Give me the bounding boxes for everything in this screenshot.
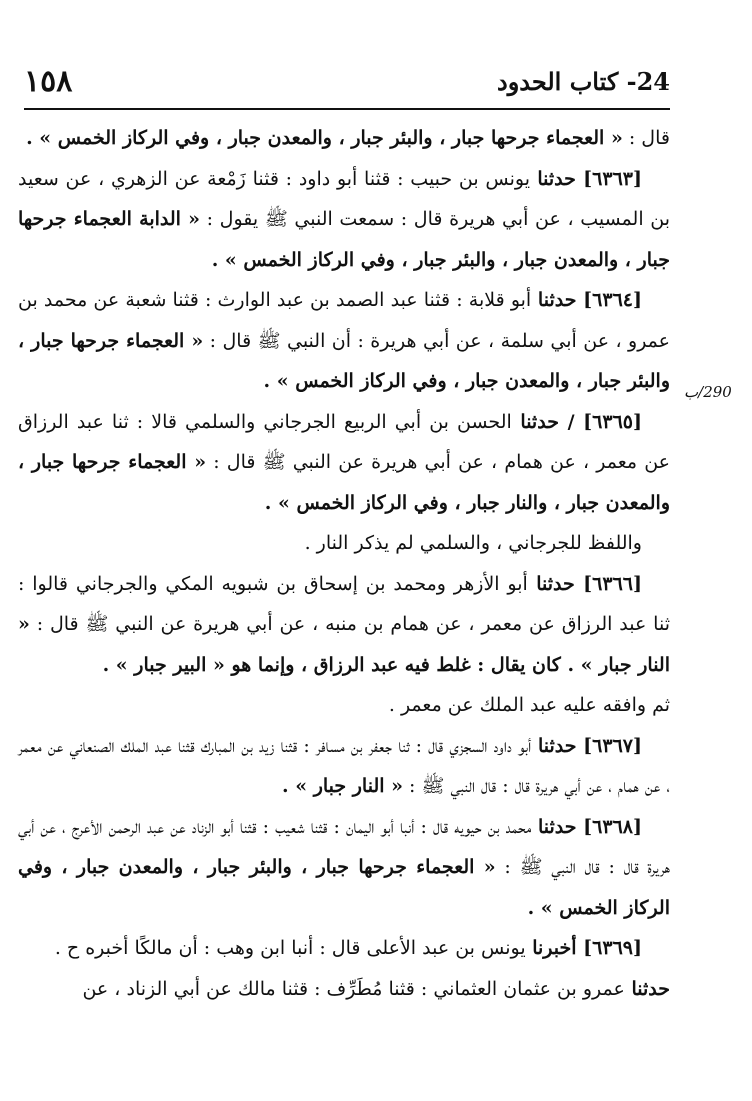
paragraph-text: قال : [622,127,670,149]
text-body [18,118,670,1009]
paragraph-text: ثم وافقه عليه عبد الملك عن معمر . [388,694,670,716]
isnad-continuation [18,969,670,1010]
transmission-word: حدثنا [531,289,584,311]
transmission-word: حدثنا [530,167,584,190]
isnad-text: الحسن بن أبي الربيع الجرجاني والسلمي قالا : ثنا عبد الرزاق عن معمر ، عن همام ، عن أبي هريرة عن النبي ﷺ قال : [18,410,671,473]
commentary-note [18,685,670,726]
isnad-text: يونس بن حبيب : قثنا أبو داود : قثنا زَمْعة عن الزهري ، عن سعيد بن المسيب ، عن أبي هريرة قال : سمعت النبي ﷺ يقول : [18,167,670,230]
isnad-text: أبو داود السجزي قال : ثنا جعفر بن مسافر : قثنا زيد بن المبارك قثنا عبد الملك الصنعاني عن معمر ، عن همام ، عن أبي هريرة قال : قال النبي ﷺ : [18,734,670,797]
hadith-6367 [18,726,670,807]
transmission-word: حدثنا [531,734,584,757]
hadith-6366 [18,564,670,686]
prophetic-quote: « النار جبار » [18,613,670,676]
transmission-word: حدثنا [527,572,584,595]
commentary-note [18,523,670,564]
transmission-word: أخبرنا [525,937,584,959]
isnad-text: عمرو بن عثمان العثماني : قثنا مُطَرِّف : قثنا مالك عن أبي الزناد ، عن [82,977,625,1000]
hadith-6363 [18,159,670,281]
transmission-word: حدثنا [531,815,584,838]
page-number: ١٥٨ [24,64,73,99]
hadith-number: [٦٣٦٤] [583,289,642,311]
hadith-number: [٦٣٦٦] [583,572,642,595]
hadith-6364 [18,280,670,402]
hadith-6369 [18,928,670,969]
hadith-6365 [18,402,670,524]
paragraph-intro [18,118,670,159]
commentary-text: . كان يقال : غلط فيه عبد الرزاق ، وإنما هو « البير جبار » . [102,653,575,676]
transmission-word: حدثنا [624,977,670,1000]
isnad-text: يونس بن عبد الأعلى قال : أنبا ابن وهب : أن مالكًا أخبره ح . [54,937,526,959]
chapter-title: 24- كتاب الحدود [497,67,670,96]
prophetic-quote: « العجماء جرحها جبار ، والبئر جبار ، والمعدن جبار ، وفي الركاز الخمس » . [18,856,670,919]
prophetic-quote: « العجماء جرحها جبار ، والبئر جبار ، والمعدن جبار ، وفي الركاز الخمس » . [18,329,670,392]
hadith-6368 [18,807,670,929]
page-header [24,62,670,106]
prophetic-quote: « الدابة العجماء جرحها جبار ، والمعدن جبار ، والبئر جبار ، وفي الركاز الخمس » . [18,208,670,271]
isnad-text: محمد بن حيويه قال : أنبا أبو اليمان : قثنا شعيب : قثنا أبو الزناد عن عبد الرحمن الأعرج ، عن أبي هريرة قال : قال النبي ﷺ : [18,815,671,878]
isnad-text: أبو قلابة : قثنا عبد الصمد بن عبد الوارث : قثنا شعبة عن محمد بن عمرو ، عن أبي سلمة ، عن أبي هريرة : أن النبي ﷺ قال : [18,289,671,352]
paragraph-text: واللفظ للجرجاني ، والسلمي لم يذكر النار . [304,532,642,554]
header-divider [24,108,670,110]
prophetic-quote: « العجماء جرحها جبار ، والمعدن جبار ، والنار جبار ، وفي الركاز الخمس » . [18,451,670,514]
hadith-number: [٦٣٦٣] [583,167,642,190]
prophetic-quote: « العجماء جرحها جبار ، والبئر جبار ، والمعدن جبار ، وفي الركاز الخمس » . [26,127,623,149]
prophetic-quote: « النار جبار » . [281,775,404,797]
manuscript-folio-note: 290/ب [684,383,732,401]
hadith-number: [٦٣٦٧] [583,734,642,757]
hadith-number: [٦٣٦٥] [583,410,642,433]
isnad-text: أبو الأزهر ومحمد بن إسحاق بن شبويه المكي والجرجاني قالوا : ثنا عبد الرزاق عن معمر ، عن همام بن منبه ، عن أبي هريرة عن النبي ﷺ قال : [18,572,670,635]
hadith-number: [٦٣٦٩] [583,937,642,959]
hadith-number: [٦٣٦٨] [583,815,642,838]
transmission-word: / حدثنا [511,410,584,433]
